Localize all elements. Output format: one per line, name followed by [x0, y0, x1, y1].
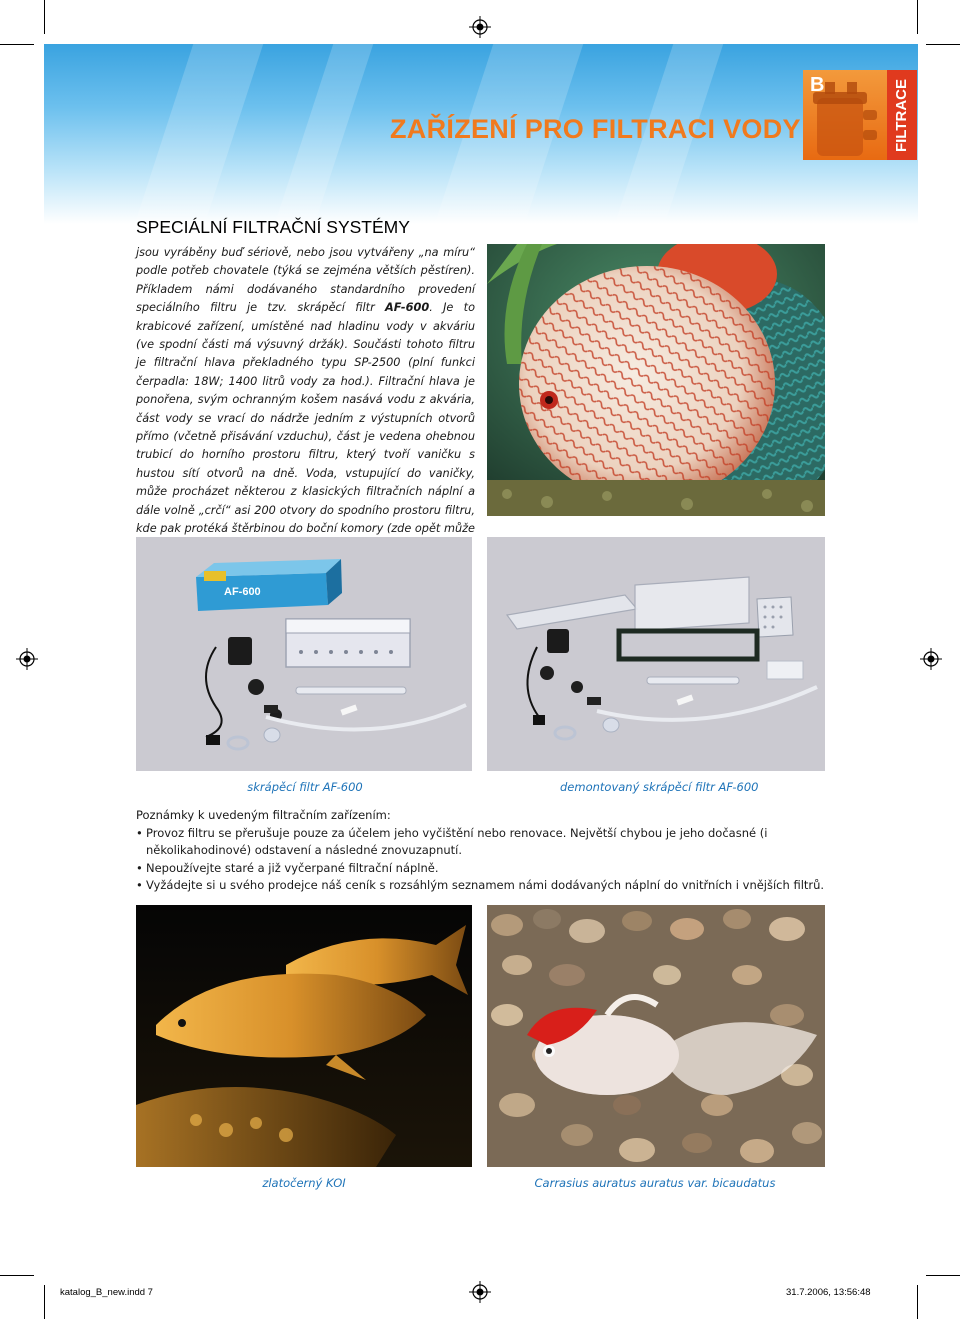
goldfish-photo — [487, 905, 825, 1167]
crop-mark — [926, 44, 960, 45]
note-item: • Vyžádejte si u svého prodejce náš ceník s rozsáhlým seznamem námi dodávaných náplní do vnitřních i vnějších filtrů. — [136, 877, 836, 895]
crop-mark — [917, 0, 918, 34]
chapter-tab-background — [803, 70, 887, 160]
crop-mark — [0, 1275, 34, 1276]
product-box-label: AF-600 — [224, 586, 261, 598]
crop-mark — [44, 1285, 45, 1319]
slug-timestamp: 31.7.2006, 13:56:48 — [786, 1287, 871, 1298]
crop-mark — [926, 1275, 960, 1276]
caption-filter-assembled: skrápěcí filtr AF-600 — [247, 780, 363, 794]
intro-text-2: . Je to krabicové zařízení, umístěné nad hladinu vody v akváriu (ve spodní části má výsuvný držák). Součásti tohoto filtru je filtrační hlava překladného typu SP-2500 (plní funkci čerpadla: 18W; 1400 litrů vody za hod.). Filtrační hlava je ponořena, svým ochranným košem nasává vodu z akvária, část vody se vrací do nádrže jedním z výstupních otvorů přímo (včetně přisávání vzduchu), část je vedena ohebnou trubicí do horního prostoru filtru, který tvoří vaničku s hustou sítí otvorů na dně. Voda, vstupující do vaničky, může procházet některou z klasických filtračních náplní a dále volně „crčí“ asi 200 otvory do spodního prostoru filtru, kde pak protéká štěrbinou do boční komory (zde opět může — [136, 301, 475, 536]
note-item: • Nepoužívejte staré a již vyčerpané filtrační náplně. — [136, 860, 836, 878]
crop-mark — [44, 0, 45, 34]
chapter-label: FILTRACE — [893, 78, 911, 152]
filter-disassembled-photo — [487, 537, 825, 771]
chapter-letter: B — [810, 74, 825, 96]
section-title: SPECIÁLNÍ FILTRAČNÍ SYSTÉMY — [136, 217, 410, 237]
intro-paragraph — [136, 244, 475, 557]
intro-text-1: jsou vyráběny buď sériově, nebo jsou vytvářeny „na míru“ podle potřeb chovatele (týká se zejména větších pěstíren). Příkladem námi dodávaného standardního provedení speciálního filtru je tzv. skrápěcí filtr — [136, 246, 475, 315]
crop-mark — [917, 1285, 918, 1319]
caption-koi: zlatočerný KOI — [262, 1176, 346, 1190]
crop-mark — [0, 44, 34, 45]
registration-mark-icon — [469, 16, 491, 38]
page-title: ZAŘÍZENÍ PRO FILTRACI VODY — [390, 114, 801, 144]
intro-model-name: AF-600 — [385, 301, 430, 315]
note-item: • Provoz filtru se přerušuje pouze za účelem jeho vyčištění nebo renovace. Největší chybou je jeho dočasné (i několikahodinové) odstavení a následné znovuzapnutí. — [136, 825, 836, 860]
notes-list — [136, 825, 836, 895]
notes-block — [136, 807, 836, 895]
caption-filter-disassembled: demontovaný skrápěcí filtr AF-600 — [560, 780, 759, 794]
discus-fish-photo — [487, 244, 825, 516]
caption-goldfish: Carrasius auratus auratus var. bicaudatus — [534, 1176, 776, 1190]
registration-mark-icon — [469, 1281, 491, 1303]
filter-assembled-photo — [136, 537, 472, 771]
chapter-tab — [803, 70, 917, 160]
koi-photo — [136, 905, 472, 1167]
notes-title: Poznámky k uvedeným filtračním zařízením: — [136, 808, 391, 822]
registration-mark-icon — [16, 648, 38, 670]
registration-mark-icon — [920, 648, 942, 670]
slug-filename: katalog_B_new.indd 7 — [60, 1287, 153, 1298]
